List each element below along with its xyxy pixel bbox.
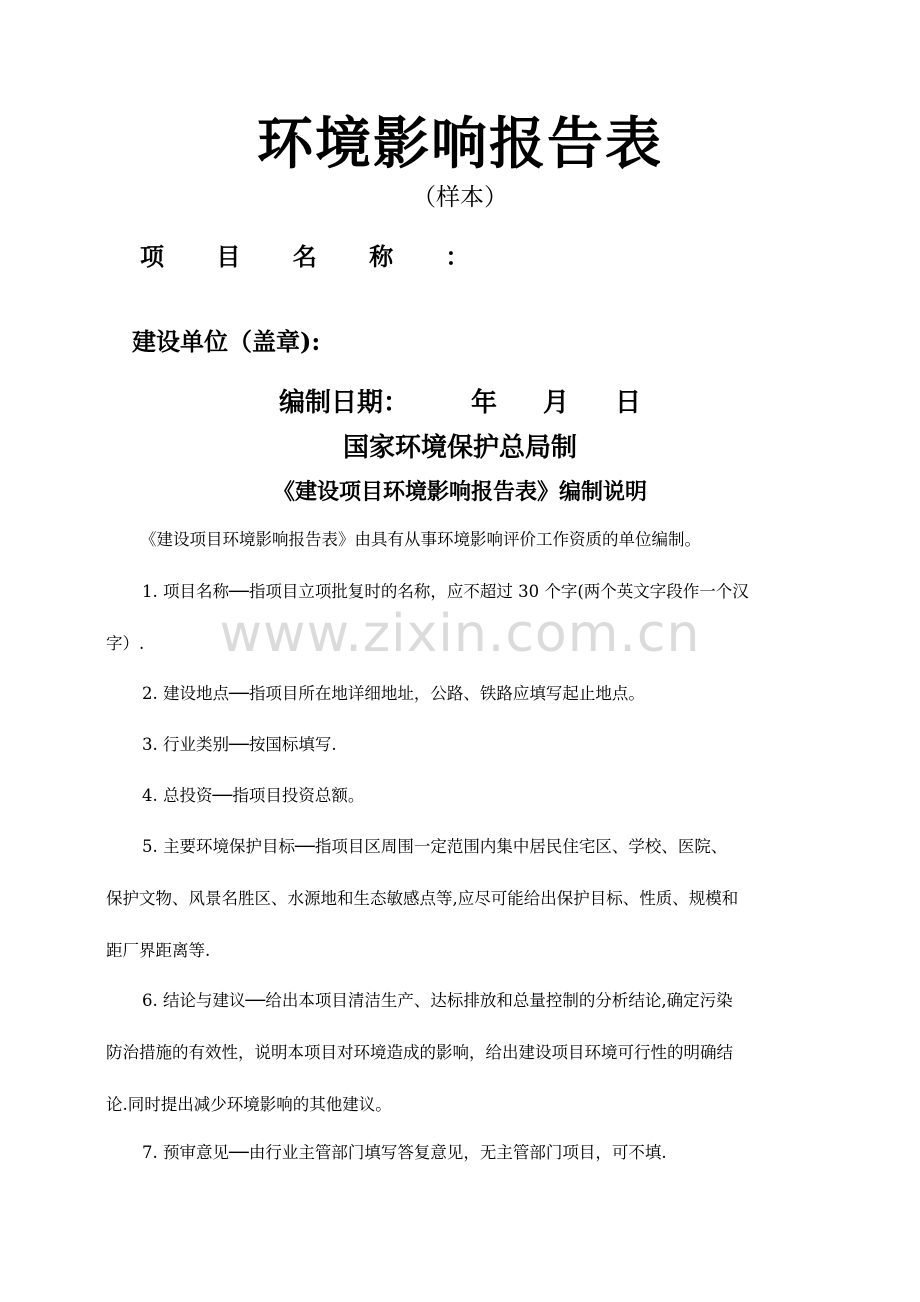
date-month: 月 [543, 388, 570, 418]
item-5-line-2: 保护文物、风景名胜区、水源地和生态敏感点等,应尽可能给出保护目标、性质、规模和 [106, 889, 739, 908]
instruction-item-6 [106, 975, 826, 1131]
construction-unit-label: 建设单位（盖章): [132, 327, 321, 356]
watermark: www.zixin.com.cn [219, 604, 701, 664]
item-1-line-2: 字）. [106, 634, 145, 653]
compile-date-label: 编制日期： [279, 388, 410, 418]
date-year: 年 [471, 388, 498, 418]
item-3-line-1: 3. 行业类别──按国标填写. [142, 735, 337, 754]
item-5-line-3: 距厂界距离等. [106, 941, 211, 960]
instruction-item-2 [106, 668, 816, 720]
instruction-item-1 [106, 566, 826, 670]
item-6-line-1: 6. 结论与建议──给出本项目清洁生产、达标排放和总量控制的分析结论,确定污染 [142, 991, 733, 1010]
instruction-item-5 [106, 821, 826, 977]
compile-date-line [279, 385, 641, 421]
item-2-line-1: 2. 建设地点──指项目所在地详细地址，公路、铁路应填写起止地点。 [142, 684, 645, 703]
item-6-line-2: 防治措施的有效性，说明本项目对环境造成的影响，给出建设项目环境可行性的明确结 [106, 1043, 733, 1062]
item-4-line-1: 4. 总投资──指项目投资总额。 [142, 786, 365, 805]
document-subtitle: （样本） [412, 183, 508, 211]
instruction-item-7 [106, 1127, 816, 1179]
item-6-line-3: 论.同时提出减少环境影响的其他建议。 [106, 1095, 392, 1114]
document-title: 环境影响报告表 [257, 111, 663, 177]
project-name-label: 项 目 名 称 ： [140, 242, 492, 271]
intro-text: 《建设项目环境影响报告表》由具有从事环境影响评价工作资质的单位编制。 [140, 530, 701, 549]
item-1-line-1: 1. 项目名称──指项目立项批复时的名称，应不超过 30 个字(两个英文字段作一个汉 [142, 582, 749, 601]
instructions-title: 《建设项目环境影响报告表》编制说明 [272, 479, 647, 505]
intro-paragraph [140, 514, 850, 566]
item-5-line-1: 5. 主要环境保护目标──指项目区周围一定范围内集中居民住宅区、学校、医院、 [142, 837, 728, 856]
instruction-item-3 [106, 719, 816, 771]
item-7-line-1: 7. 预审意见──由行业主管部门填写答复意见，无主管部门项目，可不填. [142, 1143, 667, 1162]
date-day: 日 [615, 388, 642, 418]
issuing-agency: 国家环境保护总局制 [342, 433, 577, 463]
instruction-item-4 [106, 770, 816, 822]
